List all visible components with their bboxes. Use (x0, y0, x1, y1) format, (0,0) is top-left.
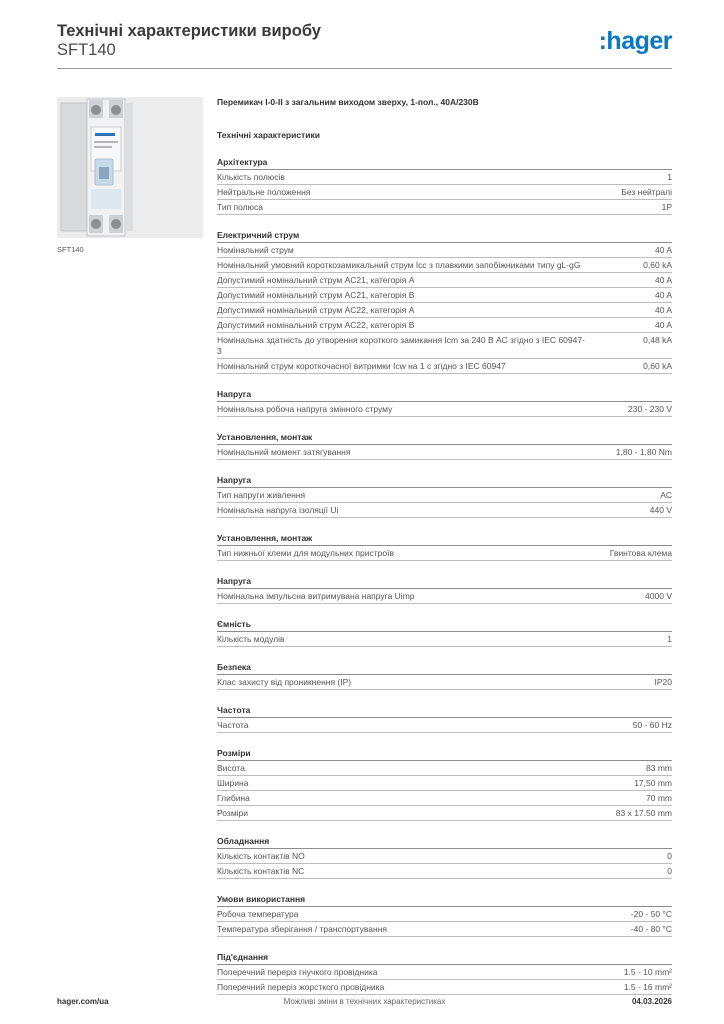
spec-value: 230 - 230 V (628, 404, 672, 414)
spec-label: Робоча температура (217, 909, 299, 919)
spec-value: 0,60 kA (643, 260, 672, 270)
spec-label: Допустимий номінальний струм AC21, категорія А (217, 275, 415, 285)
image-caption: SFT140 (57, 245, 84, 254)
spec-row (217, 170, 672, 185)
spec-section (217, 834, 672, 879)
header-divider (57, 68, 672, 69)
section-title: Електричний струм (217, 228, 672, 243)
spec-label: Номінальний струм короткочасної витримки Icw на 1 с згідно з IEC 60947 (217, 361, 506, 371)
spec-value: Гвинтова клема (609, 548, 672, 558)
spec-section (217, 617, 672, 647)
spec-section (217, 155, 672, 215)
spec-row (217, 359, 672, 374)
spec-row (217, 632, 672, 647)
spec-row (217, 776, 672, 791)
section-title: Розміри (217, 746, 672, 761)
spec-label: Кількість контактів NC (217, 866, 305, 876)
spec-section (217, 531, 672, 561)
spec-label: Глибина (217, 793, 250, 803)
spec-value: 40 A (654, 305, 672, 315)
spec-row (217, 907, 672, 922)
spec-row (217, 488, 672, 503)
spec-value: Без нейтралі (621, 187, 672, 197)
product-description: Перемикач I-0-II з загальним виходом зверху, 1-пол., 40A/230B (217, 97, 479, 107)
spec-row (217, 243, 672, 258)
spec-value: -20 - 50 °C (630, 909, 672, 919)
footer-date: 04.03.2026 (631, 997, 672, 1006)
spec-row (217, 589, 672, 604)
spec-value: 1P (661, 202, 672, 212)
spec-label: Номінальна імпульсна витримувана напруга Uimp (217, 591, 415, 601)
spec-label: Розміри (217, 808, 249, 818)
spec-label: Номінальний умовний короткозамикальний струм Icc з плавкими запобіжниками типу gL-gG (217, 260, 581, 270)
product-code: SFT140 (57, 41, 116, 59)
spec-section (217, 574, 672, 604)
spec-value: 1 (667, 634, 672, 644)
spec-row (217, 965, 672, 980)
spec-label: Нейтральне положення (217, 187, 311, 197)
footer-note: Можливі зміни в технічних характеристиках (283, 997, 446, 1006)
spec-row (217, 761, 672, 776)
spec-label: Ширина (217, 778, 249, 788)
spec-section (217, 660, 672, 690)
spec-label: Температура зберігання / транспортування (217, 924, 388, 934)
spec-value: 0 (667, 866, 672, 876)
section-title: Напруга (217, 574, 672, 589)
spec-value: 1.5 - 16 mm² (623, 982, 672, 992)
spec-row (217, 402, 672, 417)
section-title: Напруга (217, 387, 672, 402)
spec-row (217, 318, 672, 333)
section-title: Ємність (217, 617, 672, 632)
spec-value: 0 (667, 851, 672, 861)
spec-row (217, 980, 672, 995)
product-image (57, 97, 203, 238)
spec-label: Тип напруги живлення (217, 490, 306, 500)
spec-row (217, 303, 672, 318)
section-title: Під'єднання (217, 950, 672, 965)
spec-value: 17,50 mm (634, 778, 672, 788)
spec-label: Клас захисту від проникнення (IP) (217, 677, 352, 687)
spec-label: Тип нижньої клеми для модульних пристроїв (217, 548, 394, 558)
spec-label: Кількість контактів NO (217, 851, 305, 861)
section-title: Напруга (217, 473, 672, 488)
spec-row (217, 185, 672, 200)
spec-value: 1,80 - 1,80 Nm (615, 447, 672, 457)
spec-heading: Технічні характеристики (217, 130, 320, 140)
spec-value: 0,60 kA (643, 361, 672, 371)
spec-section (217, 473, 672, 518)
spec-label: Кількість полюсів (217, 172, 285, 182)
spec-value: AC (660, 490, 672, 500)
spec-row (217, 718, 672, 733)
specifications (217, 96, 672, 995)
spec-row (217, 200, 672, 215)
spec-label: Номінальний момент затягування (217, 447, 351, 457)
spec-row (217, 546, 672, 561)
spec-label: Допустимий номінальний струм AC22, категорія В (217, 320, 415, 330)
spec-row (217, 864, 672, 879)
spec-value: 70 mm (646, 793, 672, 803)
spec-row (217, 791, 672, 806)
spec-value: 50 - 60 Hz (632, 720, 672, 730)
spec-row (217, 333, 672, 359)
spec-value: 1.5 - 10 mm² (623, 967, 672, 977)
spec-label: Висота (217, 763, 245, 773)
spec-row (217, 273, 672, 288)
spec-value: 440 V (649, 505, 672, 515)
spec-label: Тип полюса (217, 202, 263, 212)
spec-label: Номінальна здатність до утворення короткого замикання Icm за 240 В АС згідно з IEC 60947-3 (217, 335, 585, 356)
section-title: Безпека (217, 660, 672, 675)
spec-value: 4000 V (645, 591, 672, 601)
spec-row (217, 849, 672, 864)
section-title: Установлення, монтаж (217, 531, 672, 546)
spec-label: Допустимий номінальний струм AC21, категорія В (217, 290, 415, 300)
spec-value: 40 A (654, 290, 672, 300)
document-title: Технічні характеристики виробу (57, 22, 321, 40)
spec-label: Поперечний переріз гнучкого провідника (217, 967, 378, 977)
spec-row (217, 503, 672, 518)
spec-value: 0,48 kA (643, 335, 672, 345)
section-title: Умови використання (217, 892, 672, 907)
spec-section (217, 228, 672, 374)
spec-section (217, 746, 672, 821)
spec-label: Кількість модулів (217, 634, 285, 644)
spec-row (217, 258, 672, 273)
spec-label: Номінальний струм (217, 245, 294, 255)
spec-section (217, 703, 672, 733)
section-title: Архітектура (217, 155, 672, 170)
section-title: Частота (217, 703, 672, 718)
spec-value: 1 (667, 172, 672, 182)
spec-value: 40 A (654, 275, 672, 285)
spec-value: 83 mm (646, 763, 672, 773)
spec-row (217, 445, 672, 460)
spec-value: -40 - 80 °C (630, 924, 672, 934)
spec-value: 40 A (654, 320, 672, 330)
section-title: Обладнання (217, 834, 672, 849)
spec-section (217, 892, 672, 937)
section-title: Установлення, монтаж (217, 430, 672, 445)
spec-row (217, 675, 672, 690)
spec-value: IP20 (654, 677, 672, 687)
spec-row (217, 922, 672, 937)
spec-section (217, 950, 672, 995)
footer-website: hager.com/ua (57, 997, 109, 1006)
spec-value: 40 A (654, 245, 672, 255)
spec-row (217, 806, 672, 821)
spec-label: Частота (217, 720, 249, 730)
hager-logo: :hager (598, 27, 672, 55)
spec-row (217, 288, 672, 303)
spec-label: Поперечний переріз жорсткого провідника (217, 982, 385, 992)
spec-value: 83 x 17.50 mm (615, 808, 672, 818)
spec-sections (217, 155, 672, 995)
spec-section (217, 387, 672, 417)
spec-label: Допустимий номінальний струм AC22, категорія А (217, 305, 415, 315)
spec-label: Номінальна робоча напруга змінного струму (217, 404, 393, 414)
page-header (57, 22, 672, 68)
spec-section (217, 430, 672, 460)
spec-label: Номінальна напруга ізоляції Ui (217, 505, 339, 515)
